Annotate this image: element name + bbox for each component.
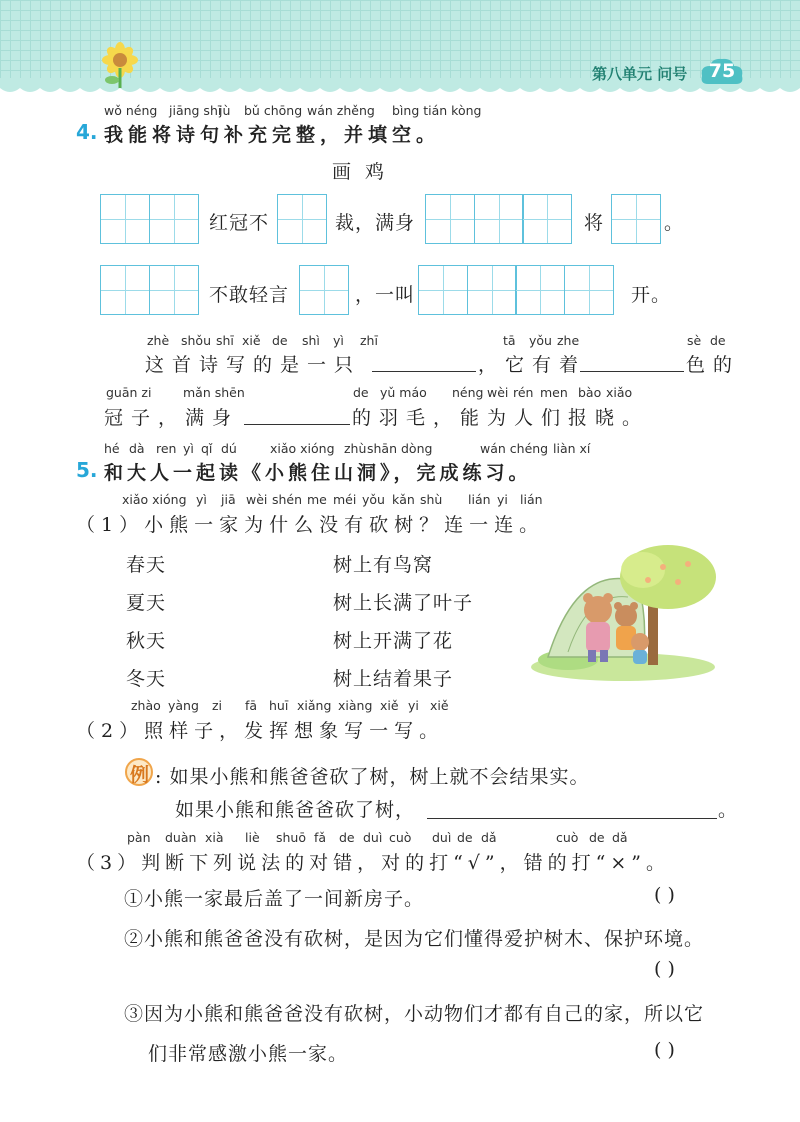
q4-pinyin-5: wán zhěng — [307, 103, 375, 118]
blank-imagination[interactable] — [427, 795, 717, 819]
answer-grid-1[interactable] — [100, 194, 197, 244]
line2-c: 开。 — [631, 284, 672, 306]
q4-pinyin-6: bìng tián kòng — [392, 103, 482, 118]
q5-pinyin-9: shān dòng — [367, 441, 433, 456]
example-prompt-end: 。 — [718, 799, 739, 821]
s3-pinyin-5: shuō — [276, 830, 307, 845]
p2-pinyin-9: bào — [578, 385, 602, 400]
p2-pinyin-6: wèi — [487, 385, 509, 400]
q5-pinyin-4: yì — [183, 441, 194, 456]
s3-pinyin-1: pàn — [127, 830, 151, 845]
line1-c: 将 — [584, 212, 605, 234]
answer-paren-3[interactable]: ( ) — [654, 1039, 675, 1061]
poem-title: 画鸡 — [332, 161, 399, 183]
s2-pinyin-8: xiě — [380, 698, 399, 713]
q5-pinyin-10: wán chéng — [480, 441, 549, 456]
line1-a: 红冠不 — [209, 212, 270, 234]
s2-pinyin-4: fā — [245, 698, 258, 713]
q5-title: 和大人一起读《小熊住山洞》，完成练习。 — [104, 462, 532, 484]
q4-title: 我能将诗句补充完整，并填空。 — [104, 124, 441, 146]
tree-state-3[interactable]: 树上开满了花 — [333, 630, 454, 652]
s1-pinyin-10: shù — [420, 492, 443, 507]
unit-label: 第八单元 问号 — [592, 65, 688, 83]
q5-pinyin-2: dà — [129, 441, 145, 456]
p2-pinyin-10: xiǎo — [606, 385, 633, 400]
q5-pinyin-11: liàn xí — [553, 441, 591, 456]
p1-pinyin-8: zhī — [360, 333, 378, 348]
s2-pinyin-1: zhào — [131, 698, 161, 713]
s1-pinyin-7: méi — [333, 492, 357, 507]
line1-d: 。 — [664, 212, 685, 234]
s3-pinyin-7: de — [339, 830, 355, 845]
blank-feather[interactable] — [244, 403, 350, 425]
s1-pinyin-2: yì — [196, 492, 207, 507]
s1-pinyin-9: kǎn — [392, 492, 415, 507]
q5-pinyin-8: zhù — [344, 441, 367, 456]
section-3-title: （3）判断下列说法的对错，对的打“√”，错的打“×”。 — [76, 852, 670, 874]
line2-b: ，一叫 — [355, 284, 416, 306]
s3-pinyin-15: dǎ — [612, 830, 628, 845]
s3-pinyin-6: fǎ — [314, 830, 327, 845]
s2-pinyin-9: yi — [408, 698, 419, 713]
s2-pinyin-5: huī — [269, 698, 289, 713]
p2-pinyin-3: de — [353, 385, 369, 400]
statement-1: ①小熊一家最后盖了一间新房子。 — [124, 888, 425, 910]
s3-pinyin-11: de — [457, 830, 473, 845]
blank-color[interactable] — [580, 350, 684, 372]
example-label: 例 — [130, 764, 151, 786]
p1-pinyin-12: sè — [687, 333, 702, 348]
p1-pinyin-10: yǒu — [529, 333, 552, 348]
section-2-title: （2）照样子，发挥想象写一写。 — [76, 720, 445, 742]
s1-pinyin-6: me — [307, 492, 327, 507]
p1-pinyin-5: de — [272, 333, 288, 348]
q5-pinyin-6: dú — [221, 441, 237, 456]
s2-pinyin-2: yàng — [168, 698, 199, 713]
answer-grid-3[interactable] — [425, 194, 571, 244]
statement-2: ②小熊和熊爸爸没有砍树，是因为它们懂得爱护树木、保护环境。 — [124, 928, 705, 950]
p1-text-c: 色的 — [686, 354, 741, 376]
p1-pinyin-13: de — [710, 333, 726, 348]
p2-pinyin-1: guān zi — [106, 385, 152, 400]
p1-pinyin-11: zhe — [557, 333, 580, 348]
season-spring[interactable]: 春天 — [126, 554, 167, 576]
blank-animal[interactable] — [372, 350, 476, 372]
q4-pinyin-3: jù — [219, 103, 231, 118]
s3-pinyin-13: cuò — [556, 830, 579, 845]
p2-text-a: 冠子，满身 — [104, 407, 240, 429]
s3-pinyin-10: duì — [432, 830, 452, 845]
s1-pinyin-8: yǒu — [362, 492, 385, 507]
answer-grid-7[interactable] — [418, 265, 612, 315]
p1-pinyin-1: zhè — [147, 333, 170, 348]
s1-pinyin-5: shén — [272, 492, 303, 507]
s3-pinyin-8: duì — [363, 830, 383, 845]
answer-grid-5[interactable] — [100, 265, 197, 315]
s1-pinyin-12: yi — [497, 492, 508, 507]
s1-pinyin-4: wèi — [246, 492, 268, 507]
answer-grid-6[interactable] — [299, 265, 348, 315]
s3-pinyin-12: dǎ — [481, 830, 497, 845]
p1-pinyin-3: shī — [216, 333, 234, 348]
answer-paren-1[interactable]: ( ) — [654, 884, 675, 906]
season-summer[interactable]: 夏天 — [126, 592, 167, 614]
q5-pinyin-5: qǐ — [201, 441, 213, 456]
p2-pinyin-4: yǔ máo — [380, 385, 427, 400]
q4-number: 4. — [76, 120, 98, 144]
p1-text-a: 这首诗写的是一只 — [145, 354, 362, 376]
p2-pinyin-5: néng — [452, 385, 484, 400]
p1-pinyin-6: shì — [302, 333, 320, 348]
p2-pinyin-8: men — [540, 385, 568, 400]
q5-pinyin-3: ren — [156, 441, 177, 456]
s1-pinyin-13: lián — [520, 492, 543, 507]
s1-pinyin-11: lián — [468, 492, 491, 507]
q5-pinyin-7: xiǎo xióng — [270, 441, 335, 456]
tree-state-1[interactable]: 树上有鸟窝 — [333, 554, 434, 576]
season-winter[interactable]: 冬天 — [126, 668, 167, 690]
line2-a: 不敢轻言 — [209, 284, 290, 306]
s2-pinyin-6: xiǎng — [297, 698, 332, 713]
p1-pinyin-2: shǒu — [181, 333, 212, 348]
p1-pinyin-7: yì — [333, 333, 344, 348]
p1-pinyin-9: tā — [503, 333, 516, 348]
sunflower-icon — [96, 40, 144, 90]
example-prompt: 如果小熊和熊爸爸砍了树， — [175, 799, 416, 821]
q5-number: 5. — [76, 458, 98, 482]
tree-state-2[interactable]: 树上长满了叶子 — [333, 592, 474, 614]
p2-pinyin-2: mǎn shēn — [183, 385, 245, 400]
s3-pinyin-14: de — [589, 830, 605, 845]
season-autumn[interactable]: 秋天 — [126, 630, 167, 652]
s3-pinyin-4: liè — [245, 830, 260, 845]
bear-family-illustration — [528, 542, 718, 682]
example-sentence: : 如果小熊和熊爸爸砍了树，树上就不会结果实。 — [155, 766, 590, 788]
p2-text-b: 的羽毛，能为人们报晓。 — [352, 407, 650, 429]
p1-pinyin-4: xiě — [242, 333, 261, 348]
s1-pinyin-1: xiǎo xióng — [122, 492, 187, 507]
s2-pinyin-3: zi — [212, 698, 223, 713]
p1-text-b: ，它有着 — [478, 354, 587, 376]
q5-pinyin-1: hé — [104, 441, 120, 456]
answer-paren-2[interactable]: ( ) — [654, 958, 675, 980]
page-number: 75 — [708, 60, 736, 82]
s2-pinyin-10: xiě — [430, 698, 449, 713]
q4-pinyin-4: bǔ chōng — [244, 103, 303, 118]
s3-pinyin-3: xià — [205, 830, 224, 845]
s3-pinyin-9: cuò — [389, 830, 412, 845]
tree-state-4[interactable]: 树上结着果子 — [333, 668, 454, 690]
answer-grid-2[interactable] — [277, 194, 326, 244]
statement-3-line2: 们非常感激小熊一家。 — [148, 1043, 349, 1065]
section-1-title: （1）小熊一家为什么没有砍树？连一连。 — [76, 514, 545, 536]
s3-pinyin-2: duàn — [165, 830, 197, 845]
q4-pinyin-1: wǒ néng — [104, 103, 158, 118]
line1-b: 裁，满身 — [335, 212, 416, 234]
s1-pinyin-3: jiā — [221, 492, 236, 507]
p2-pinyin-7: rén — [513, 385, 534, 400]
s2-pinyin-7: xiàng — [338, 698, 373, 713]
q4-pinyin-2: jiāng shī — [169, 103, 222, 118]
statement-3-line1: ③因为小熊和熊爸爸没有砍树，小动物们才都有自己的家，所以它 — [124, 1003, 705, 1025]
answer-grid-4[interactable] — [611, 194, 660, 244]
